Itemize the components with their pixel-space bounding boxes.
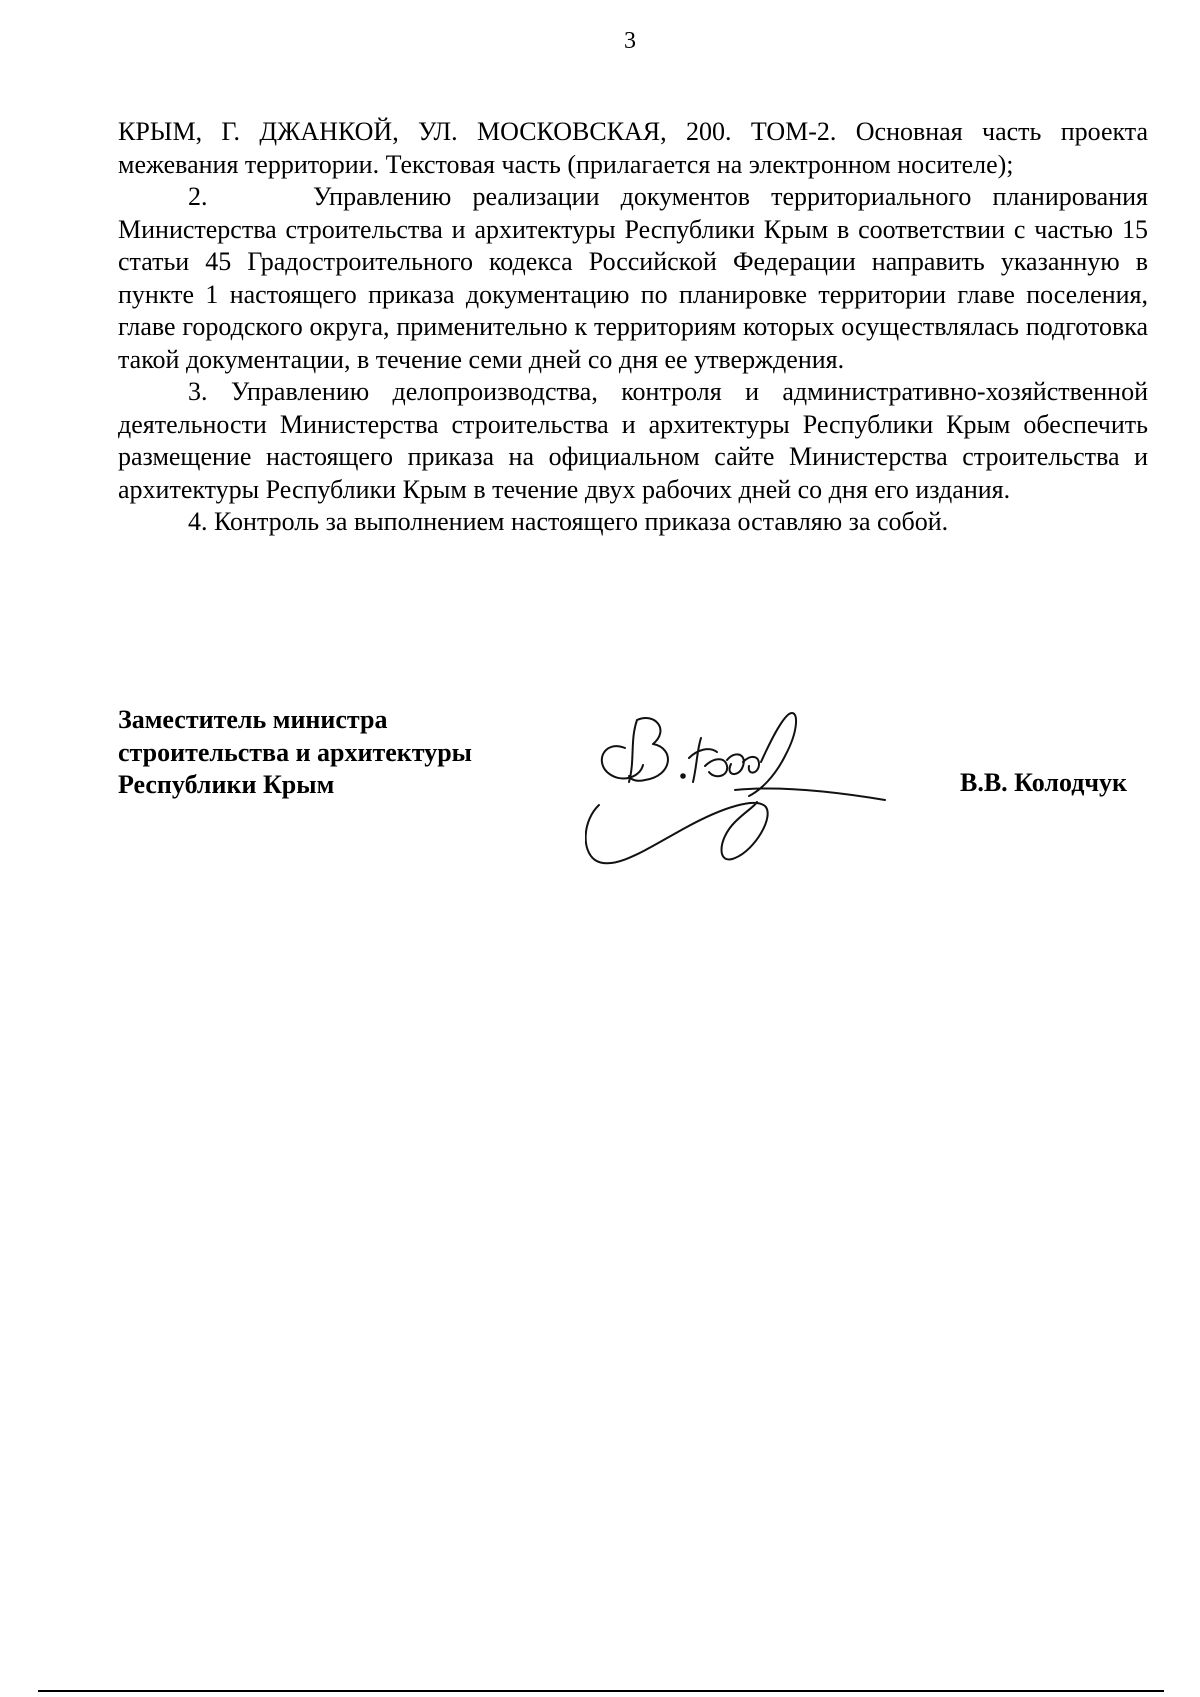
- signatory-position: [118, 704, 472, 802]
- page-number: 3: [624, 28, 636, 54]
- paragraph-item-4: 4. Контроль за выполнением настоящего приказа оставляю за собой.: [188, 507, 949, 536]
- handwritten-signature: [585, 710, 915, 890]
- position-line: Республики Крым: [118, 770, 335, 799]
- paragraph-item-2: 2. Управлению реализации документов территориального планирования Министерства строительства и архитектуры Республики Крым в соответствии с частью 15 статьи 45 Градостроительного кодекса Российской Федерации направить указанную в пункте 1 настоящего приказа документацию по планировке территории главе поселения, главе городского округа, применительно к территориям которых осуществлялась подготовка такой документации, в течение семи дней со дня ее утверждения.: [118, 182, 1148, 374]
- document-body: [118, 116, 1148, 539]
- footer-divider: [38, 1690, 1164, 1692]
- paragraph-continuation: КРЫМ, Г. ДЖАНКОЙ, УЛ. МОСКОВСКАЯ, 200. ТОМ-2. Основная часть проекта межевания территории. Текстовая часть (прилагается на электронном носителе);: [118, 117, 1148, 179]
- paragraph-item-3: 3. Управлению делопроизводства, контроля и административно-хозяйственной деятельности Министерства строительства и архитектуры Республики Крым обеспечить размещение настоящего приказа на официальном сайте Министерства строительства и архитектуры Республики Крым в течение двух рабочих дней со дня его издания.: [118, 377, 1148, 504]
- position-line: Заместитель министра: [118, 705, 388, 734]
- position-line: строительства и архитектуры: [118, 737, 472, 767]
- signatory-name: В.В. Колодчук: [960, 768, 1128, 797]
